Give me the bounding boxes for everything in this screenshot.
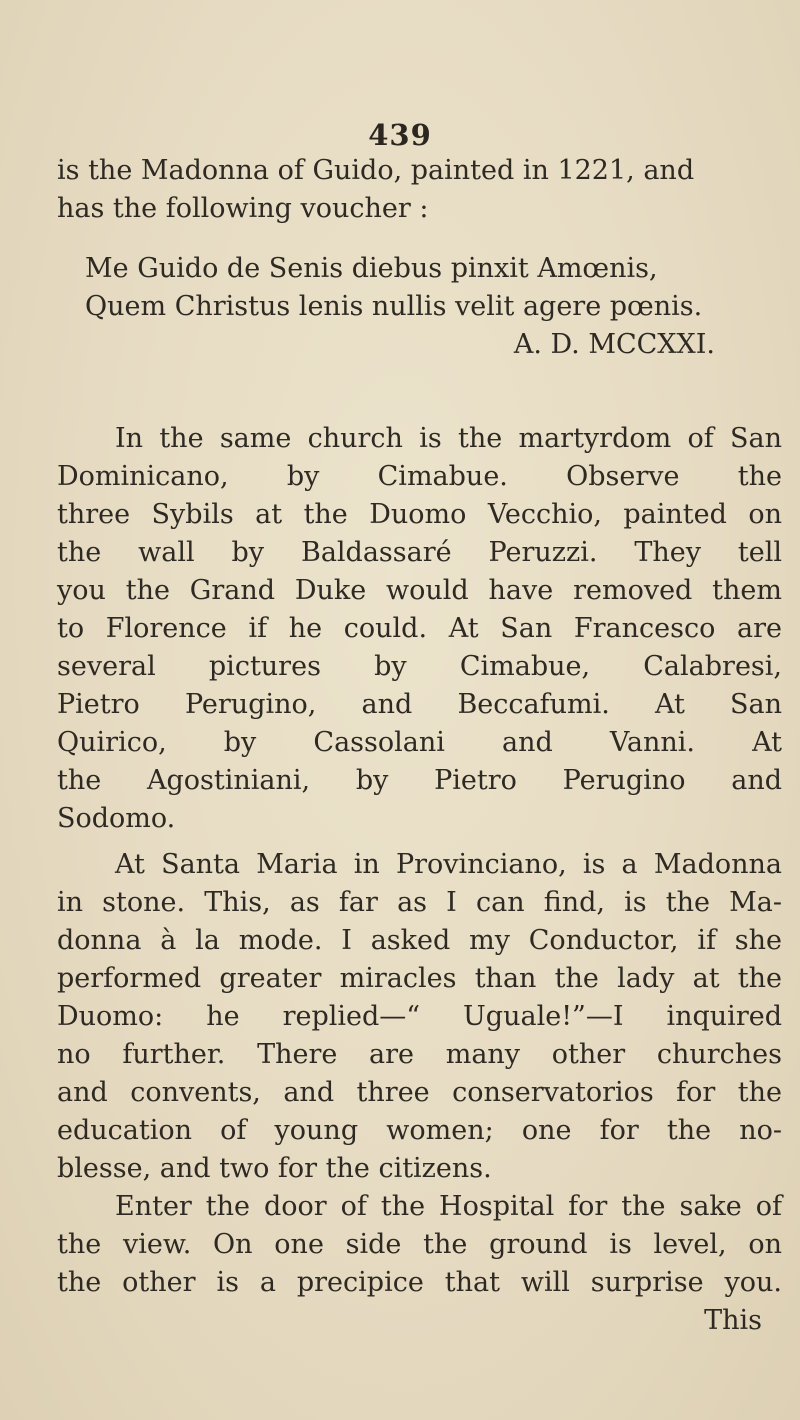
text-line: is the Madonna of Guido, painted in 1221, and: [57, 155, 695, 186]
paragraph-martyrdom: [57, 420, 782, 838]
text-line: performed greater miracles than the lady at the: [57, 963, 782, 994]
text-line: Dominicano, by Cimabue. Observe the: [57, 461, 782, 492]
text-line: education of young women; one for the no-: [57, 1115, 782, 1146]
page-number: 439: [368, 118, 432, 152]
latin-inscription: [85, 250, 785, 364]
verse-date: A. D. MCCXXI.: [513, 329, 715, 360]
text-line: the other is a precipice that will surprise you.: [57, 1267, 782, 1298]
text-line: the wall by Baldassaré Peruzzi. They tell: [57, 537, 782, 568]
paragraph-hospital: [57, 1188, 782, 1340]
text-line: In the same church is the martyrdom of San: [115, 423, 782, 454]
text-line: to Florence if he could. At San Francesco are: [57, 613, 782, 644]
text-line: three Sybils at the Duomo Vecchio, painted on: [57, 499, 782, 530]
text-line: and convents, and three conservatorios for the: [57, 1077, 782, 1108]
catchword: This: [704, 1305, 762, 1336]
text-line: donna à la mode. I asked my Conductor, if she: [57, 925, 782, 956]
verse-line: Quem Christus lenis nullis velit agere pœnis.: [85, 291, 703, 322]
text-line: Sodomo.: [57, 803, 176, 834]
text-line: has the following voucher :: [57, 193, 429, 224]
text-line: Enter the door of the Hospital for the sake of: [115, 1191, 782, 1222]
text-line: Pietro Perugino, and Beccafumi. At San: [57, 689, 782, 720]
text-line: At Santa Maria in Provinciano, is a Madonna: [115, 849, 782, 880]
paragraph-santa-maria: [57, 846, 782, 1188]
text-line: the view. On one side the ground is level, on: [57, 1229, 782, 1260]
text-line: Quirico, by Cassolani and Vanni. At: [57, 727, 782, 758]
text-line: several pictures by Cimabue, Calabresi,: [57, 651, 782, 682]
text-line: you the Grand Duke would have removed them: [57, 575, 782, 606]
text-line: no further. There are many other churches: [57, 1039, 782, 1070]
verse-line: Me Guido de Senis diebus pinxit Amœnis,: [85, 253, 658, 284]
text-line: Duomo: he replied—“ Uguale!”—I inquired: [57, 1001, 782, 1032]
opening-text: [57, 152, 782, 228]
text-line: the Agostiniani, by Pietro Perugino and: [57, 765, 782, 796]
text-line: in stone. This, as far as I can find, is the Ma-: [57, 887, 782, 918]
text-line: blesse, and two for the citizens.: [57, 1153, 492, 1184]
